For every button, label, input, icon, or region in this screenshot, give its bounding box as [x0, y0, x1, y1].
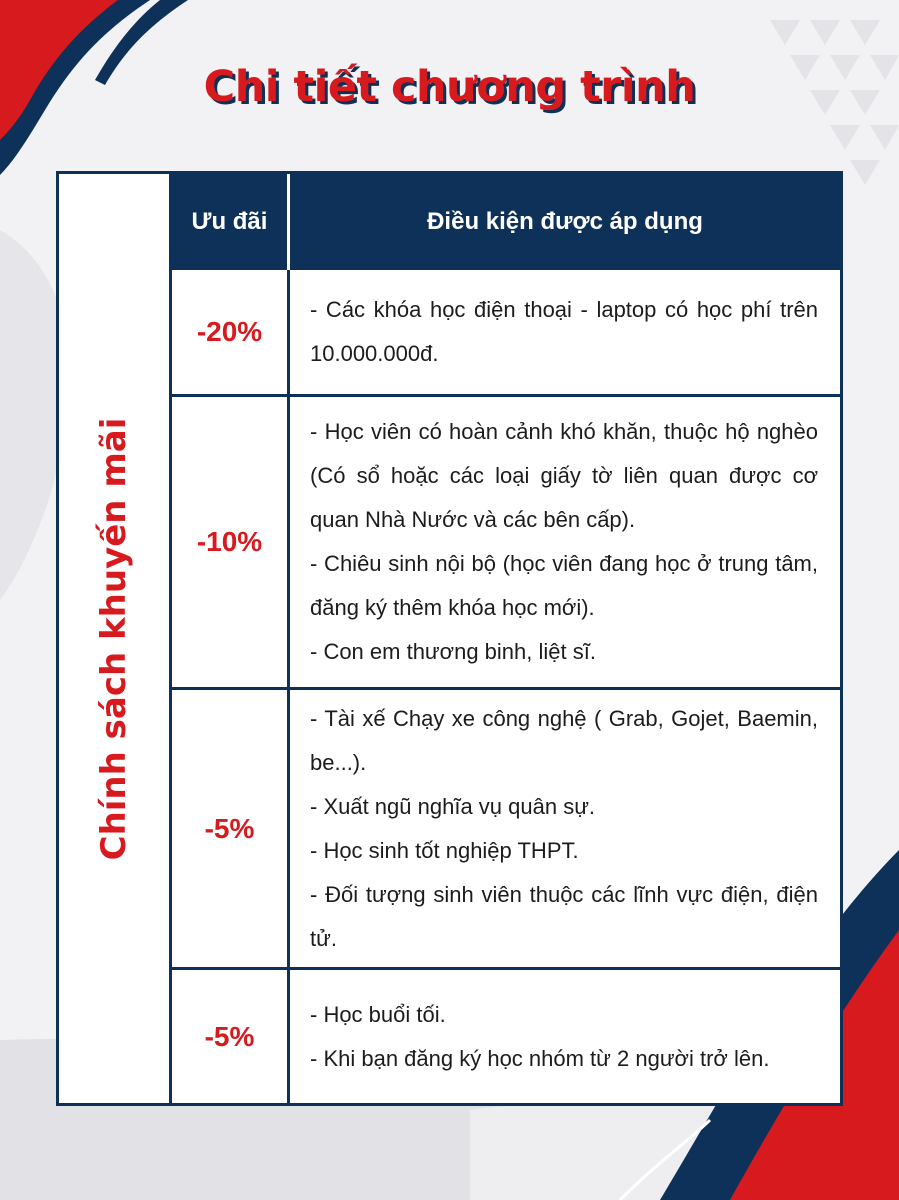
- header-condition: Điều kiện được áp dụng: [290, 174, 840, 270]
- condition-line: - Chiêu sinh nội bộ (học viên đang học ở trung tâm, đăng ký thêm khóa học mới).: [310, 551, 818, 620]
- discount-value: -5%: [172, 690, 290, 970]
- condition-cell: [290, 690, 840, 970]
- condition-cell: [290, 970, 840, 1103]
- condition-line: - Tài xế Chạy xe công nghệ ( Grab, Gojet, Baemin, be...).: [310, 705, 818, 775]
- discount-value: -5%: [172, 970, 290, 1103]
- condition-line: - Khi bạn đăng ký học nhóm từ 2 người trở lên.: [310, 1045, 770, 1071]
- condition-line: - Học buổi tối.: [310, 1001, 446, 1027]
- discount-value: -20%: [172, 270, 290, 397]
- condition-line: - Học sinh tốt nghiệp THPT.: [310, 837, 579, 863]
- promotion-table: [56, 171, 843, 1106]
- side-label-cell: [59, 174, 172, 1103]
- condition-line: - Con em thương binh, liệt sĩ.: [310, 639, 596, 664]
- condition-cell: [290, 397, 840, 690]
- page-title: Chi tiết chương trình: [203, 62, 696, 112]
- condition-cell: [290, 270, 840, 397]
- condition-line: - Xuất ngũ nghĩa vụ quân sự.: [310, 793, 596, 819]
- condition-line: - Đối tượng sinh viên thuộc các lĩnh vực điện, điện tử.: [310, 881, 818, 951]
- condition-line: - Học viên có hoàn cảnh khó khăn, thuộc hộ nghèo (Có sổ hoặc các loại giấy tờ liên quan được cơ quan Nhà Nước và các bên cấp).: [310, 419, 818, 532]
- side-label: Chính sách khuyến mãi: [94, 417, 134, 860]
- discount-value: -10%: [172, 397, 290, 690]
- header-discount: Ưu đãi: [172, 174, 290, 270]
- condition-line: - Các khóa học điện thoại - laptop có học phí trên 10.000.000đ.: [310, 297, 818, 366]
